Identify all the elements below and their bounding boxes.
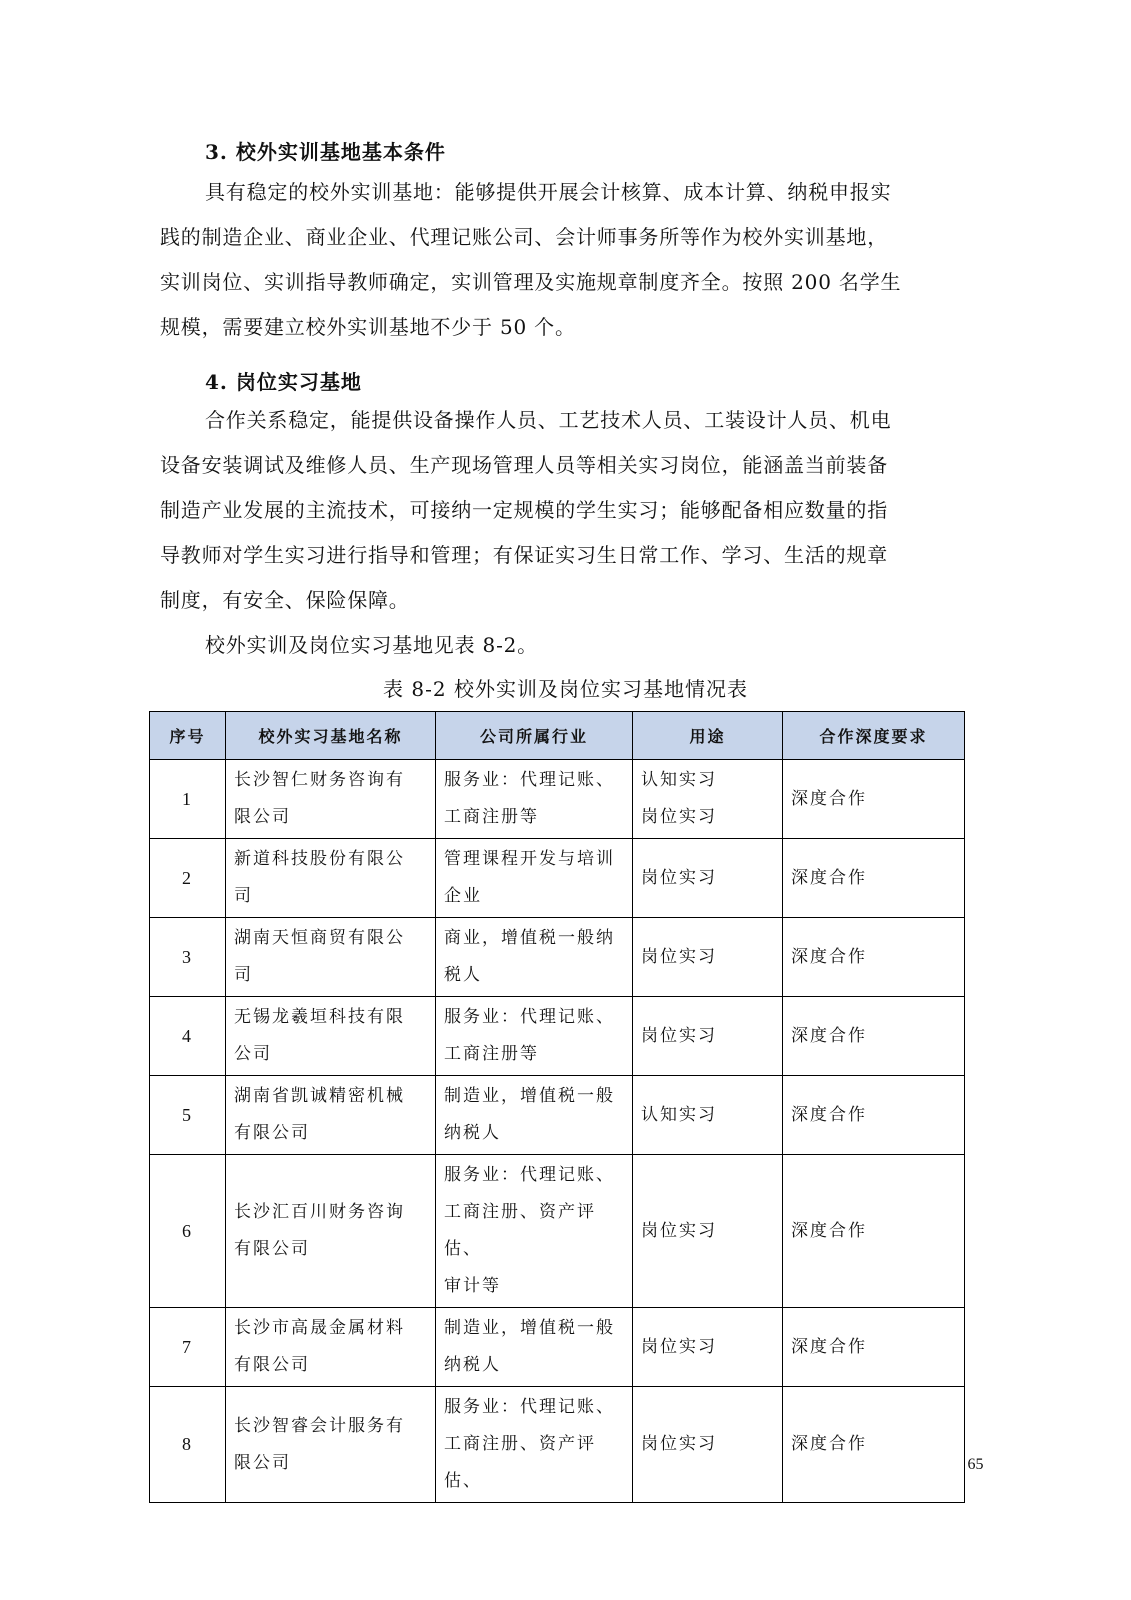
cell-use xyxy=(633,760,783,839)
cell-name-line: 有限公司 xyxy=(234,1239,310,1259)
paragraph-line: 具有稳定的校外实训基地：能够提供开展会计核算、成本计算、纳税申报实 xyxy=(205,180,892,204)
cell-industry-line: 工商注册、资产评估、 xyxy=(444,1202,596,1259)
cell-use-line: 认知实习 xyxy=(641,1104,717,1125)
cell-name-line: 湖南省凯诚精密机械 xyxy=(234,1086,405,1106)
cell-name xyxy=(226,1076,436,1155)
cell-depth: 深度合作 xyxy=(783,1387,965,1503)
table-header-row xyxy=(150,712,965,760)
cell-no: 4 xyxy=(150,997,226,1076)
cell-industry-line: 服务业：代理记账、 xyxy=(444,1397,615,1417)
cell-name-line: 湖南天恒商贸有限公 xyxy=(234,928,405,948)
cell-depth: 深度合作 xyxy=(783,1155,965,1308)
table-row xyxy=(150,918,965,997)
cell-use-line: 岗位实习 xyxy=(641,1434,717,1454)
cell-use xyxy=(633,1155,783,1308)
cell-name xyxy=(226,1155,436,1308)
cell-industry xyxy=(436,997,633,1076)
cell-name xyxy=(226,1387,436,1503)
table-row xyxy=(150,839,965,918)
cell-industry-line: 工商注册等 xyxy=(444,807,539,827)
table-row xyxy=(150,1155,965,1308)
paragraph-line: 制造产业发展的主流技术，可接纳一定规模的学生实习；能够配备相应数量的指 xyxy=(160,498,888,522)
table-row xyxy=(150,997,965,1076)
cell-industry-line: 税人 xyxy=(444,965,482,985)
cell-depth: 深度合作 xyxy=(783,997,965,1076)
cell-name-line: 限公司 xyxy=(234,1452,291,1473)
cell-depth: 深度合作 xyxy=(783,839,965,918)
cell-name xyxy=(226,1308,436,1387)
cell-name xyxy=(226,760,436,839)
cell-name xyxy=(226,839,436,918)
paragraph-line: 实训岗位、实训指导教师确定，实训管理及实施规章制度齐全。按照 200 名学生 xyxy=(160,270,902,294)
cell-no: 5 xyxy=(150,1076,226,1155)
cell-name-line: 公司 xyxy=(234,1044,272,1064)
cell-depth: 深度合作 xyxy=(783,760,965,839)
paragraph-line: 制度，有安全、保险保障。 xyxy=(160,588,410,612)
cell-name-line: 长沙汇百川财务咨询 xyxy=(234,1202,405,1222)
cell-name-line: 长沙智仁财务咨询有 xyxy=(234,770,405,790)
table-row xyxy=(150,760,965,839)
cell-industry-line: 服务业：代理记账、 xyxy=(444,1165,615,1185)
cell-depth: 深度合作 xyxy=(783,918,965,997)
cell-use-line: 岗位实习 xyxy=(641,1336,717,1357)
cell-use xyxy=(633,918,783,997)
cell-industry xyxy=(436,1387,633,1503)
cell-no: 6 xyxy=(150,1155,226,1308)
cell-name-line: 司 xyxy=(234,886,253,906)
header-no: 序号 xyxy=(150,712,226,760)
cell-industry xyxy=(436,1308,633,1387)
cell-industry-line: 审计等 xyxy=(444,1276,501,1296)
cell-use-line: 认知实习 xyxy=(641,770,717,790)
cell-industry-line: 服务业：代理记账、 xyxy=(444,1007,615,1027)
header-industry: 公司所属行业 xyxy=(436,712,633,760)
cell-industry-line: 制造业，增值税一般 xyxy=(444,1086,615,1106)
cell-industry-line: 纳税人 xyxy=(444,1123,501,1143)
cell-use xyxy=(633,1076,783,1155)
cell-name-line: 司 xyxy=(234,965,253,985)
paragraph-line: 规模，需要建立校外实训基地不少于 50 个。 xyxy=(160,315,576,339)
cell-name-line: 有限公司 xyxy=(234,1123,310,1143)
cell-no: 8 xyxy=(150,1387,226,1503)
cell-name xyxy=(226,918,436,997)
table-row xyxy=(150,1076,965,1155)
cell-industry xyxy=(436,760,633,839)
section3-body xyxy=(160,170,950,350)
section3-heading: 3. 校外实训基地基本条件 xyxy=(205,140,446,164)
cell-industry xyxy=(436,1155,633,1308)
cell-name-line: 限公司 xyxy=(234,807,291,827)
cell-use xyxy=(633,1387,783,1503)
cell-name-line: 新道科技股份有限公 xyxy=(234,849,405,869)
cell-no: 3 xyxy=(150,918,226,997)
table-row xyxy=(150,1308,965,1387)
table-caption: 表 8-2 校外实训及岗位实习基地情况表 xyxy=(383,677,748,701)
cell-industry xyxy=(436,918,633,997)
page-number: 65 xyxy=(967,1456,984,1473)
cell-use-line: 岗位实习 xyxy=(641,1025,717,1046)
cell-depth: 深度合作 xyxy=(783,1076,965,1155)
header-use: 用途 xyxy=(633,712,783,760)
header-depth: 合作深度要求 xyxy=(783,712,965,760)
cell-name xyxy=(226,997,436,1076)
cell-name-line: 长沙智睿会计服务有 xyxy=(234,1415,405,1436)
cell-use xyxy=(633,997,783,1076)
cell-use-line: 岗位实习 xyxy=(641,946,717,967)
paragraph-line: 合作关系稳定，能提供设备操作人员、工艺技术人员、工装设计人员、机电 xyxy=(205,408,892,432)
cell-industry-line: 管理课程开发与培训 xyxy=(444,849,615,869)
cell-industry-line: 纳税人 xyxy=(444,1355,501,1375)
cell-industry-line: 商业，增值税一般纳 xyxy=(444,928,615,948)
cell-name-line: 无锡龙羲垣科技有限 xyxy=(234,1007,405,1027)
cell-name-line: 长沙市高晟金属材料 xyxy=(234,1318,405,1338)
cell-use-line: 岗位实习 xyxy=(641,867,717,888)
cell-industry-line: 工商注册等 xyxy=(444,1044,539,1064)
paragraph-line: 设备安装调试及维修人员、生产现场管理人员等相关实习岗位，能涵盖当前装备 xyxy=(160,453,888,477)
cell-use-line: 岗位实习 xyxy=(641,1220,717,1241)
cell-industry-line: 制造业，增值税一般 xyxy=(444,1318,615,1338)
cell-depth: 深度合作 xyxy=(783,1308,965,1387)
cell-industry xyxy=(436,1076,633,1155)
paragraph-line: 践的制造企业、商业企业、代理记账公司、会计师事务所等作为校外实训基地， xyxy=(160,225,888,249)
cell-name-line: 有限公司 xyxy=(234,1355,310,1375)
section4-heading: 4. 岗位实习基地 xyxy=(205,370,362,394)
cell-industry-line: 服务业：代理记账、 xyxy=(444,770,615,790)
cell-no: 7 xyxy=(150,1308,226,1387)
cell-use xyxy=(633,839,783,918)
cell-no: 2 xyxy=(150,839,226,918)
table-row xyxy=(150,1387,965,1503)
paragraph-line: 导教师对学生实习进行指导和管理；有保证实习生日常工作、学习、生活的规章 xyxy=(160,543,888,567)
header-name: 校外实习基地名称 xyxy=(226,712,436,760)
cell-use xyxy=(633,1308,783,1387)
table-reference: 校外实训及岗位实习基地见表 8-2。 xyxy=(205,633,538,657)
cell-industry xyxy=(436,839,633,918)
cell-industry-line: 工商注册、资产评估、 xyxy=(444,1434,596,1491)
cell-industry-line: 企业 xyxy=(444,886,482,906)
cell-use-line: 岗位实习 xyxy=(641,807,717,827)
section4-body xyxy=(160,398,950,668)
cell-no: 1 xyxy=(150,760,226,839)
base-table xyxy=(149,711,965,1503)
